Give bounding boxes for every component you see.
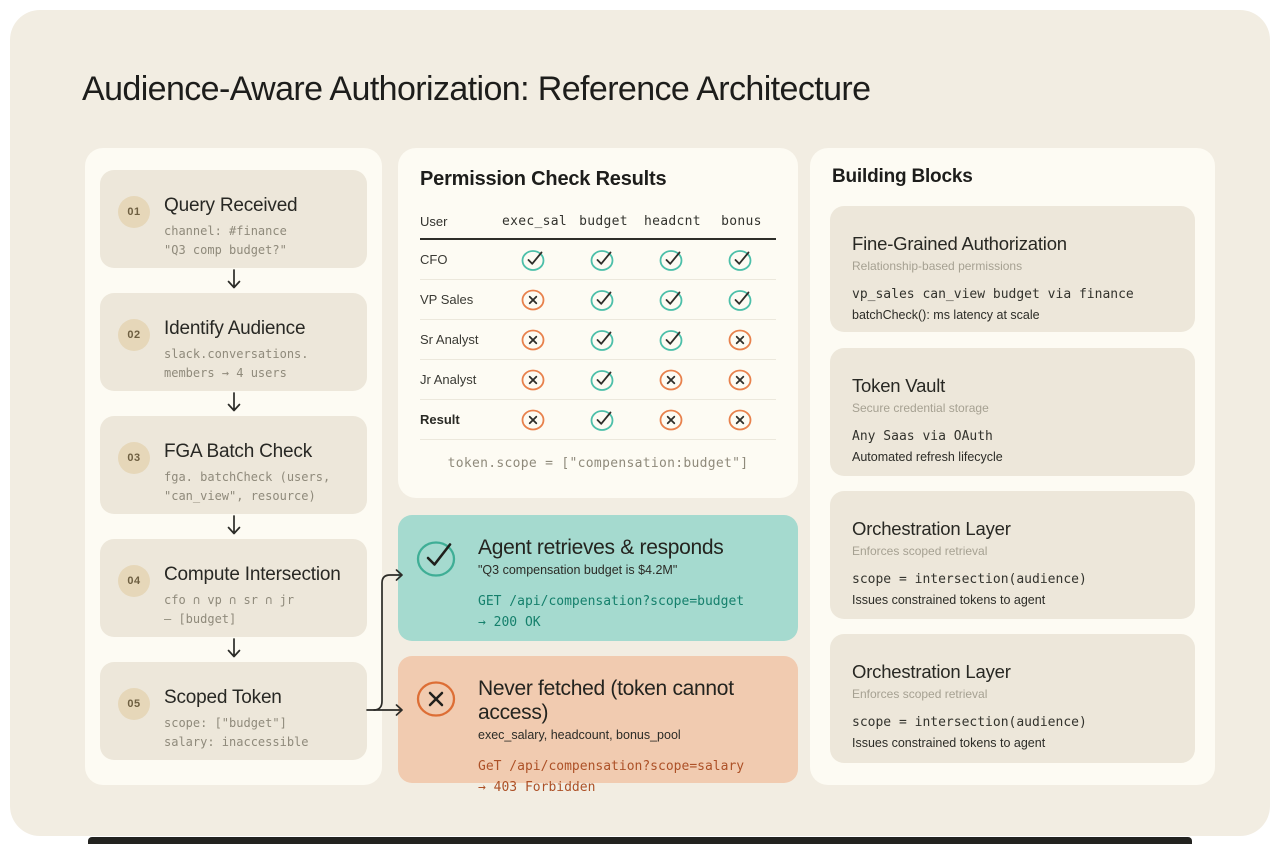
down-arrow-icon <box>227 269 241 294</box>
step-code-line: "Q3 comp budget?" <box>164 243 287 258</box>
outcome-subtitle: exec_salary, headcount, bonus_pool <box>478 728 681 742</box>
step-title: Query Received <box>164 195 298 216</box>
permission-results-title: Permission Check Results <box>420 168 667 190</box>
step-code-line: members → 4 users <box>164 366 287 381</box>
flow-step-04 <box>100 539 367 637</box>
card-code: scope = intersection(audience) <box>852 715 1087 730</box>
step-code-line: fga. batchCheck (users, <box>164 470 331 484</box>
row-label: VP Sales <box>420 292 474 307</box>
card-subtitle: Enforces scoped retrieval <box>852 544 988 558</box>
outcome-subtitle: "Q3 compensation budget is $4.2M" <box>478 563 678 577</box>
card-subtitle: Secure credential storage <box>852 401 989 415</box>
column-header-bonus: bonus <box>721 214 762 229</box>
flow-step-05 <box>100 662 367 760</box>
building-blocks-panel <box>810 148 1215 785</box>
step-title: Scoped Token <box>164 687 282 708</box>
step-body <box>164 318 309 391</box>
column-header-user: User <box>420 214 448 229</box>
table-row <box>420 280 776 320</box>
card-title: Token Vault <box>852 375 946 396</box>
response-line: → 403 Forbidden <box>478 780 596 796</box>
check-circle-icon <box>728 288 755 312</box>
step-number-badge: 02 <box>118 319 150 351</box>
step-code <box>164 345 309 384</box>
outcome-code <box>478 756 778 799</box>
check-circle-icon <box>590 328 617 352</box>
card-title: Orchestration Layer <box>852 518 1011 539</box>
diagram-canvas <box>10 10 1270 836</box>
card-orchestration-layer-1 <box>830 491 1195 619</box>
step-code-line: slack.conversations. <box>164 347 309 361</box>
card-title: Orchestration Layer <box>852 661 1011 682</box>
check-circle-icon <box>521 248 548 272</box>
step-title: FGA Batch Check <box>164 441 313 462</box>
check-circle-icon <box>659 288 686 312</box>
card-fine-grained-authorization <box>830 206 1195 332</box>
check-circle-icon <box>590 288 617 312</box>
step-title: Identify Audience <box>164 318 306 339</box>
check-circle-icon <box>416 536 463 579</box>
step-code-line: "can_view", resource) <box>164 489 316 504</box>
step-body <box>164 564 341 637</box>
flow-panel <box>85 148 382 785</box>
x-circle-icon <box>416 677 463 720</box>
card-note: batchCheck(): ms latency at scale <box>852 308 1040 322</box>
step-title: Compute Intersection <box>164 564 341 585</box>
step-code-line: – [budget] <box>164 612 237 627</box>
x-circle-icon <box>521 408 548 432</box>
check-circle-icon <box>728 248 755 272</box>
step-code <box>164 591 341 630</box>
card-subtitle: Enforces scoped retrieval <box>852 687 988 701</box>
outcome-title: Never fetched (token cannot access) <box>478 677 734 724</box>
down-arrow-icon <box>227 638 241 663</box>
page-title: Audience-Aware Authorization: Reference Architecture <box>82 70 871 108</box>
table-row <box>420 320 776 360</box>
x-circle-icon <box>728 368 755 392</box>
column-header-exec-sal: exec_sal <box>501 214 567 229</box>
card-note: Automated refresh lifecycle <box>852 450 1003 464</box>
failure-outcome-box <box>398 656 798 796</box>
outcome-title: Agent retrieves & responds <box>478 536 724 559</box>
x-circle-icon <box>728 408 755 432</box>
flow-step-01 <box>100 170 367 268</box>
x-circle-icon <box>659 368 686 392</box>
step-code-line: cfo ∩ vp ∩ sr ∩ jr <box>164 593 295 607</box>
request-line: GET /api/compensation?scope=budget <box>478 594 745 609</box>
card-code: scope = intersection(audience) <box>852 572 1087 587</box>
table-header-row <box>420 214 776 229</box>
card-title: Fine-Grained Authorization <box>852 233 1067 254</box>
token-scope-code: token.scope = ["compensation:budget"] <box>447 456 749 471</box>
step-number-badge: 03 <box>118 442 150 474</box>
column-header-headcnt: headcnt <box>644 214 701 229</box>
success-outcome-box <box>398 515 798 641</box>
card-subtitle: Relationship-based permissions <box>852 259 1023 273</box>
step-code <box>164 468 330 507</box>
branch-connector-arrows <box>360 550 416 730</box>
x-circle-icon <box>521 368 548 392</box>
row-label: Sr Analyst <box>420 332 479 347</box>
step-code-line: scope: ["budget"] <box>164 716 287 730</box>
check-circle-icon <box>590 248 617 272</box>
step-code <box>164 222 297 261</box>
step-code <box>164 714 309 753</box>
down-arrow-icon <box>227 392 241 417</box>
check-circle-icon <box>590 368 617 392</box>
step-body <box>164 687 309 760</box>
step-number-badge: 01 <box>118 196 150 228</box>
outcome-code <box>478 591 744 634</box>
card-token-vault <box>830 348 1195 476</box>
outcome-text <box>478 677 778 796</box>
building-blocks-title: Building Blocks <box>832 166 973 187</box>
x-circle-icon <box>521 288 548 312</box>
card-code: Any Saas via OAuth <box>852 429 993 444</box>
column-header-budget: budget <box>579 214 628 229</box>
table-row <box>420 240 776 280</box>
next-section-edge <box>88 837 1192 844</box>
down-arrow-icon <box>227 515 241 540</box>
step-code-line: channel: #finance <box>164 224 287 238</box>
row-label: Jr Analyst <box>420 372 477 387</box>
step-body <box>164 441 330 514</box>
row-label: Result <box>420 412 460 427</box>
request-line: GeT /api/compensation?scope=salary <box>478 759 745 774</box>
card-orchestration-layer-2 <box>830 634 1195 763</box>
x-circle-icon <box>728 328 755 352</box>
table-row <box>420 360 776 400</box>
step-number-badge: 04 <box>118 565 150 597</box>
flow-step-03 <box>100 416 367 514</box>
response-line: → 200 OK <box>478 615 541 631</box>
x-circle-icon <box>659 408 686 432</box>
row-label: CFO <box>420 252 448 267</box>
table-row-result <box>420 400 776 440</box>
check-circle-icon <box>590 408 617 432</box>
card-code: vp_sales can_view budget via finance <box>852 287 1134 302</box>
check-circle-icon <box>659 328 686 352</box>
card-note: Issues constrained tokens to agent <box>852 736 1046 750</box>
step-number-badge: 05 <box>118 688 150 720</box>
step-code-line: salary: inaccessible <box>164 735 309 750</box>
permission-results-panel <box>398 148 798 498</box>
step-body <box>164 195 297 268</box>
card-note: Issues constrained tokens to agent <box>852 593 1046 607</box>
x-circle-icon <box>521 328 548 352</box>
flow-step-02 <box>100 293 367 391</box>
check-circle-icon <box>659 248 686 272</box>
outcome-text <box>478 536 744 641</box>
